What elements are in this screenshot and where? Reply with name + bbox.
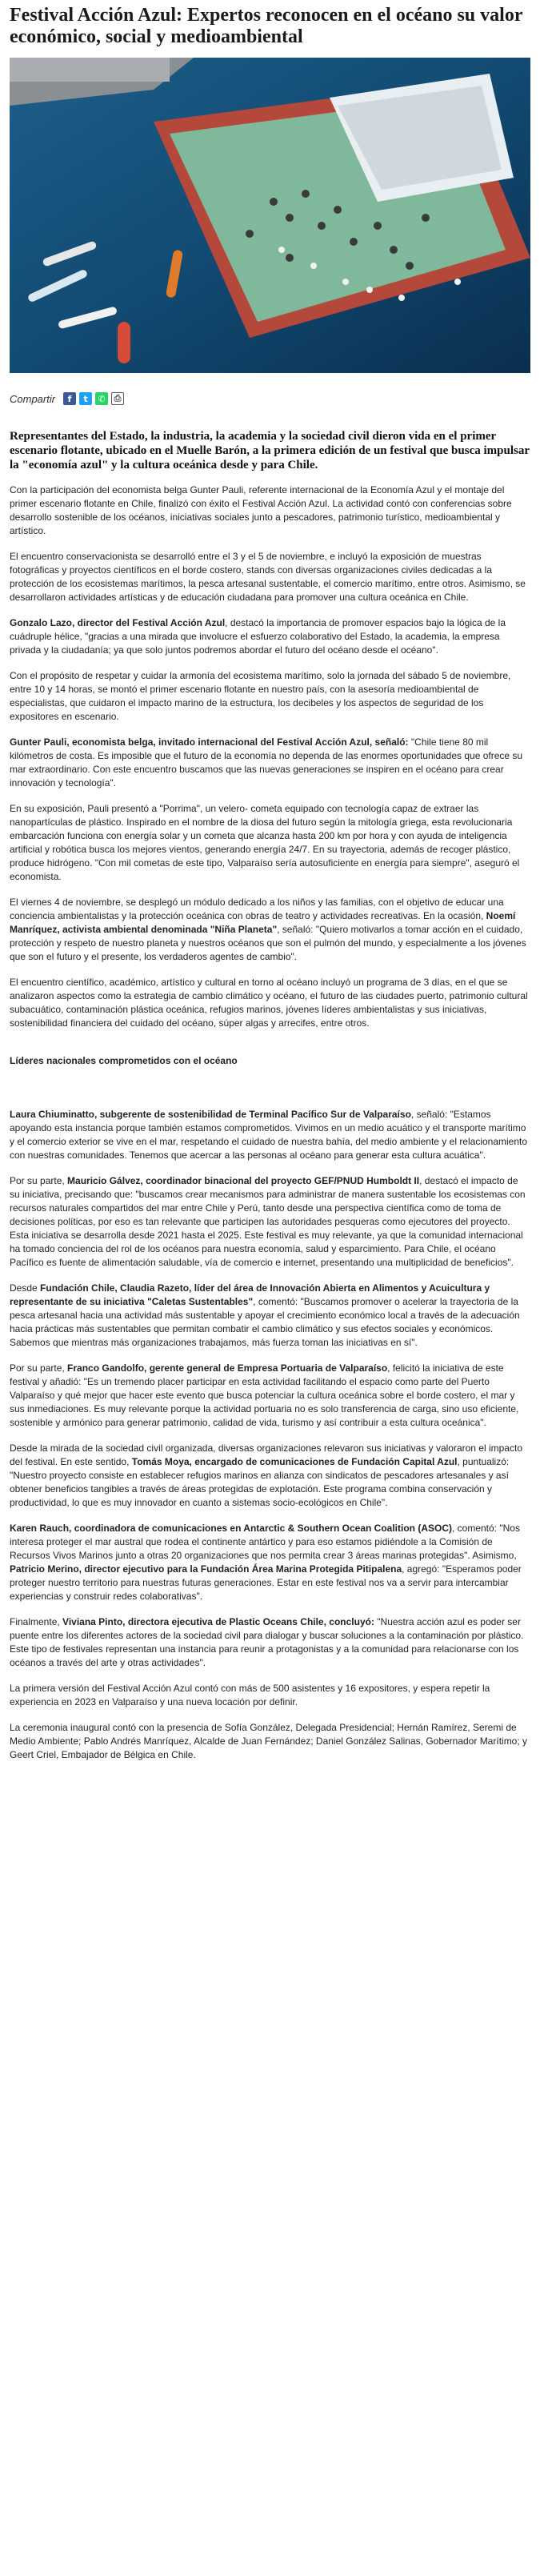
hero-photo-floating-stage (10, 58, 530, 373)
paragraph: Desde Fundación Chile, Claudia Razeto, líder del área de Innovación Abierta en Alimentos y Acuicultura y representante de su iniciativa "Caletas Sustentables", comentó: "Buscamos promover o acelerar la trayectoria de la pesca artesanal hacia una actividad más sustentable y apoyar el crecimiento económico local a través de la adecuación hacia prácticas más sustentables que permitan combatir el cambio climático y sus efectos sociales y económicos. Sabemos que mientras más organizaciones trabajamos, más fuerza toman las iniciativas en sí". (10, 1282, 520, 1348)
section-subheading: Líderes nacionales comprometidos con el océano (10, 1055, 238, 1066)
paragraph: Gunter Pauli, economista belga, invitado internacional del Festival Acción Azul, señaló: "Chile tiene 80 mil kilómetros de costa. Es imposible que el futuro de la economía no dependa de las enormes oportunidades que ofrece su mar extraordinario. Con este encuentro buscamos que las nuevas generaciones se inspiren en el océano para crear innovación y tecnología". (10, 736, 523, 788)
facebook-icon[interactable]: f (63, 392, 76, 405)
twitter-icon[interactable]: t (79, 392, 92, 405)
paragraph: La ceremonia inaugural contó con la presencia de Sofía González, Delegada Presidencial; Hernán Ramírez, Seremi de Medio Ambiente; Pablo Andrés Manríquez, Alcalde de Juan Fernández; Daniel González Salinas, Gobernador Marítimo; y Geert Criel, Embajador de Bélgica en Chile. (10, 1722, 528, 1760)
hero-photo-illustration (10, 58, 530, 373)
paragraph: Por su parte, Mauricio Gálvez, coordinador binacional del proyecto GEF/PNUD Humboldt II, destacó el impacto de su iniciativa, precisando que: "buscamos crear mecanismos para administrar de manera sustentable los ecosistemas con recursos naturales compartidos del mar entre Chile y Perú, tanto desde una perspectiva científica como de toma de decisiones políticas, por eso es tan relevante que participen las autoridades pesqueras como ejecutores del proyecto. Esta iniciativa se desarrolla desde 2021 hasta el 2025. Este festival es muy relevante, ya que la comunidad internacional ha tomado conciencia del rol de los océanos para nuestra economía, salud y esparcimiento. Para Chile, el océano Pacífico es fuente de alimentación saludable, vía de comercio e internet, presentando una multiplicidad de beneficios". (10, 1175, 526, 1268)
whatsapp-icon[interactable]: ✆ (95, 392, 108, 405)
paragraph: Con el propósito de respetar y cuidar la armonía del ecosistema marítimo, solo la jornada del sábado 5 de noviembre, entre 10 y 14 horas, se montó el primer escenario flotante en nuestro país, con la asesoría medioambiental de especialistas, que cuidaron el impacto marino de la estructura, los decibeles y los aspectos de seguridad de los expositores en escenario. (10, 670, 511, 722)
paragraph: Por su parte, Franco Gandolfo, gerente general de Empresa Portuaria de Valparaíso, felicitó la iniciativa de este festival y añadió: "Es un tremendo placer participar en esta actividad facilitando el espacio como parte del Puerto Valparaíso y qué mejor que hacer este evento que busca potenciar la cultura oceánica sobre el borde costero, el mar y sus inmediaciones. Es muy relevante porque la actividad portuaria no es solo transferencia de carga, sino uso eficiente, sostenible y armónico para generar patrimonio, calidad de vida, turismo y así contribuir a esta cultura oceánica". (10, 1362, 519, 1428)
paragraph: Laura Chiuminatto, subgerente de sostenibilidad de Terminal Pacífico Sur de Valparaíso, señaló: "Estamos apoyando esta instancia porque también estamos comprometidos. Vivimos en un medio acuático y el transporte marítimo y el comercio exterior se vive en el mar, respetando el cuidado de nuestra bahía, del medio ambiente y el relacionamiento con nuestras comunidades. Tenemos que acercar a las personas al océano para generar esta cultura acuática". (10, 1109, 528, 1161)
article-lead: Representantes del Estado, la industria, la academia y la sociedad civil dieron vida en el primer escenario flotante, ubicado en el Muelle Barón, a la primera edición de un festival que busca impulsar la "economía azul" y la cultura oceánica desde y para Chile. (10, 430, 530, 471)
paragraph: Desde la mirada de la sociedad civil organizada, diversas organizaciones relevaron sus iniciativas y valoraron el impacto del festival. En este sentido, Tomás Moya, encargado de comunicaciones de Fundación Capital Azul, puntualizó: "Nuestro proyecto consiste en establecer refugios marinos en alianza con sindicatos de pescadores artesanales y así obtener beneficios tangibles a través de áreas protegidas de explotación. Este programa combina conservación y productividad, lo que es muy innovador en cuanto a sistemas socio-ecológicos en Chile". (10, 1442, 522, 1508)
article-body (10, 484, 530, 1762)
paragraph: En su exposición, Pauli presentó a "Porrima", un velero- cometa equipado con tecnología capaz de extraer las nanopartículas de plástico. Inspirado en el nombre de la diosa del futuro según la mitología griega, esta revolucionaria embarcación funciona con energía solar y un cometa que alcanza hasta 200 km por hora y con ayuda de inteligencia artificial y robótica busca los mejores vientos, generando energía 24/7. En su trayectoria, además de recoger plástico, produce hidrógeno. "Con mil cometas de este tipo, Valparaíso sería autosuficiente en energía para siempre", aseguró el economista. (10, 803, 520, 882)
paragraph: Con la participación del economista belga Gunter Pauli, referente internacional de la Economía Azul y el montaje del primer escenario flotante en Chile, finalizó con éxito el Festival Acción Azul. La actividad contó con conferencias sobre desarrollo sostenible de los océanos, iniciativas sociales junto a pescadores, patrimonio turístico, medioambiental y artístico. (10, 484, 512, 536)
paragraph: Karen Rauch, coordinadora de comunicaciones en Antarctic & Southern Ocean Coalition (ASOC), comentó: "Nos interesa proteger el mar austral que rodea el continente antártico y para eso estamos pidiéndole a la Comisión de Recursos Vivos Marinos junto a otras 20 organizaciones que nos permita crear 3 áreas marinas protegidas". Asimismo, Patricio Merino, director ejecutivo para la Fundación Área Marina Protegida Pitipalena, agregó: "Esperamos poder proteger nuestro territorio para nuestras futuras generaciones. Estar en este festival nos va a servir para intercambiar experiencias y construir redes colaborativas". (10, 1523, 522, 1602)
paragraph: Finalmente, Viviana Pinto, directora ejecutiva de Plastic Oceans Chile, concluyó: "Nuestra acción azul es poder ser puente entre los diferentes actores de la sociedad civil para dialogar y buscar soluciones a la contaminación por plástico. Este tipo de festivales representan una instancia para reunir a protagonistas y a la comunidad para relacionarse con los océanos a través del arte y otras actividades". (10, 1616, 524, 1668)
share-bar (10, 391, 530, 407)
paragraph: El viernes 4 de noviembre, se desplegó un módulo dedicado a los niños y las familias, con el objetivo de educar una conciencia ambientalistas y la protección oceánica con obras de teatro y actividades recreativas. En la ocasión, Noemí Manríquez, activista ambiental denominada "Niña Planeta", señaló: "Quiero motivarlos a tomar acción en el cuidado, protección y respeto de nuestro planeta y nuestros océanos que son el pulmón del mundo, y especialmente a los jóvenes que son el futuro y el presente, los verdaderos agentes de cambio". (10, 897, 526, 962)
paragraph: El encuentro conservacionista se desarrolló entre el 3 y el 5 de noviembre, e incluyó la exposición de muestras fotográficas y proyectos científicos en el borde costero, stands con diversas organizaciones civiles dedicadas a la protección de los ecosistemas marítimos, la pesca artesanal sustentable, el comercio marítimo, entre otros. Asimismo, se desarrollaron actividades artísticas y de educación ciudadana para promover una cultura oceánica en Chile. (10, 551, 526, 603)
paragraph: El encuentro científico, académico, artístico y cultural en torno al océano incluyó un programa de 3 días, en el que se analizaron aspectos como la estrategia de cambio climático y océano, el futuro de las ciudades puerto, patrimonio cultural subacuático, contaminación plástica oceánica, refugios marinos, jóvenes líderes ambientalistas y sus iniciativas, sostenibilidad financiera del cuidado del océano, súper algas y arrecifes, entre otros. (10, 977, 528, 1029)
article-title: Festival Acción Azul: Expertos reconocen en el océano su valor económico, social y medioambiental (10, 5, 523, 47)
paragraph: Gonzalo Lazo, director del Festival Acción Azul, destacó la importancia de promover espacios bajo la lógica de la cuádruple hélice, "gracias a una mirada que involucre el esfuerzo colaborativo del Estado, la academia, la empresa privada y la ciudadanía; ya que solo juntos podremos abordar el futuro del océano desde el océano". (10, 617, 506, 656)
paragraph: La primera versión del Festival Acción Azul contó con más de 500 asistentes y 16 expositores, y espera repetir la experiencia en 2023 en Valparaíso y una nueva locación por definir. (10, 1683, 490, 1707)
share-label: Compartir (10, 392, 56, 405)
print-icon[interactable]: ⎙ (111, 392, 124, 405)
